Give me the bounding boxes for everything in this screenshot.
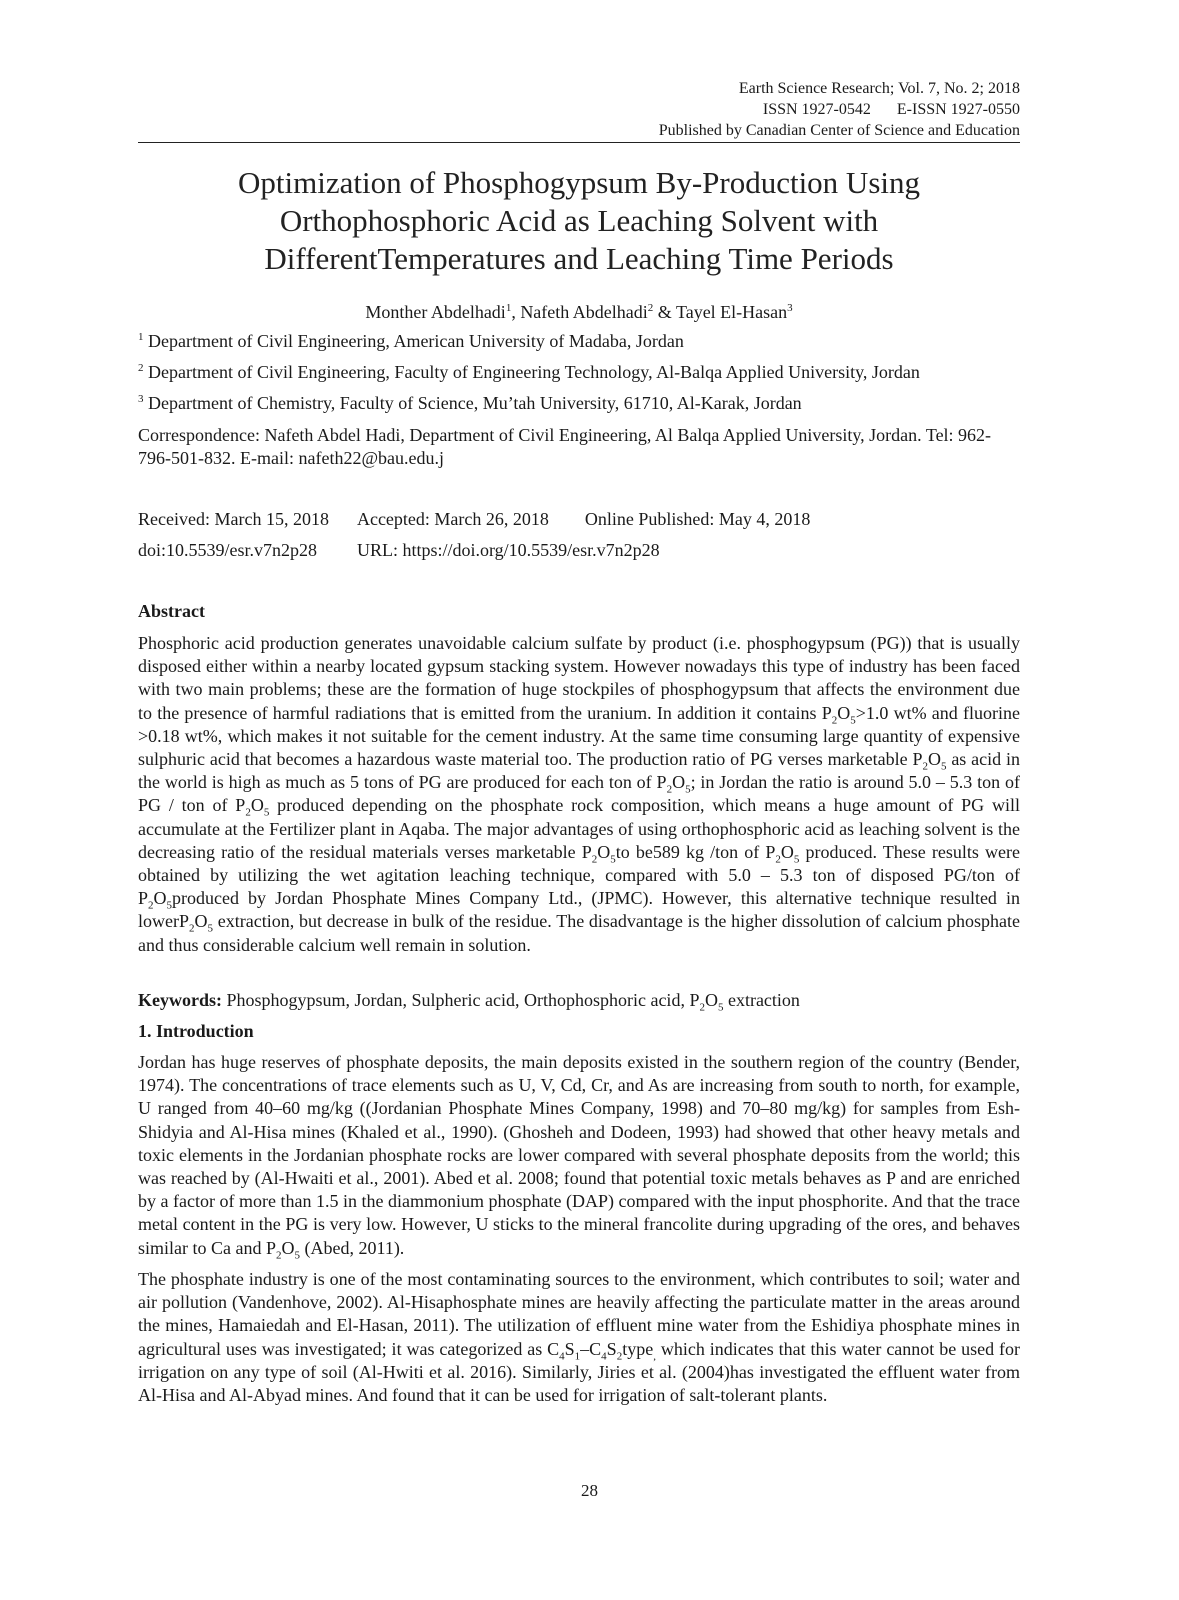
formula-sub: 2: [775, 853, 781, 866]
affiliation-marker: 3: [138, 393, 144, 405]
formula-sub: 5: [263, 807, 270, 820]
formula-p: P: [235, 795, 246, 816]
abstract-text: >1.0 wt% and fluorine >0.18 wt%, which makes it not suitable for the cement industry. At the same time consuming large quantity of expensive sulphuric acid that becomes a hazardous waste material too. The production ratio of PG verses marketable: [138, 702, 1020, 770]
formula-o: O: [927, 749, 941, 770]
author-1-affil: 1: [505, 302, 512, 314]
abstract-text: as acid in the world is high as much as 5 tons of PG are produced for each ton of: [138, 749, 1020, 793]
paper-title: [138, 164, 1020, 278]
abstract-heading: Abstract: [138, 601, 205, 621]
formula-p: P: [138, 888, 149, 909]
affiliation-text: Department of Chemistry, Faculty of Science, Mu’tah University, 61710, Al-Karak, Jordan: [143, 393, 802, 413]
formula-sub: 4: [559, 1350, 565, 1363]
intro-text: The phosphate industry is one of the most contaminating sources to the environment, which contributes to soil; water and air pollution (Vandenhove, 2002). Al-Hisaphosphate mines are heavily affecting the particulate matter in the areas around the mines, Hamaiedah and El-Hasan, 2011). The utilization of effluent mine water from the Eshidiya phosphate mines in agricultural uses was investigated; it was categorized as C: [138, 1269, 1020, 1359]
intro-text: Jordan has huge reserves of phosphate deposits, the main deposits existed in the southern region of the country (Bender, 1974). The concentrations of trace elements such as U, V, Cd, Cr, and As are increasing from south to north, for example, U ranged from 40–60 mg/kg ((Jordanian Phosphate Mines Company, 1998) and 70–80 mg/kg) for samples from Esh-Shidyia and Al-Hisa mines (Khaled et al., 1990). (Ghosheh and Dodeen, 1993) had showed that other heavy metals and toxic elements in the Jordanian phosphate rocks are lower compared with several phosphate deposits from the world; this was reached by (Al-Hwaiti et al., 2001). Abed et al. 2008; found that potential toxic metals behaves as P and are enriched by a factor of more than 1.5 in the diammonium phosphate (DAP) compared with the input phosphorite. And that the trace metal content in the PG is very low. However, U sticks to the mineral francolite during upgrading of the ores, and behaves similar to Ca and: [138, 1052, 1020, 1258]
formula-sub: 2: [666, 783, 673, 796]
author-2-affil: 2: [647, 302, 654, 314]
abstract-text: ; in Jordan the ratio is around 5.0 – 5.3 ton of PG / ton of: [138, 772, 1020, 816]
formula-o: O: [597, 841, 611, 862]
formula-o: O: [194, 911, 208, 932]
doi: doi:10.5539/esr.v7n2p28: [138, 540, 317, 560]
formula-o: O: [250, 795, 264, 816]
formula-sub: 2: [189, 923, 195, 936]
formula-sub: 5: [940, 760, 947, 773]
author-list: [138, 296, 1020, 324]
affiliation-marker: 1: [138, 331, 144, 343]
intro-text: type: [622, 1338, 654, 1359]
formula-o: O: [780, 841, 794, 862]
affiliation-3: [138, 392, 1020, 415]
correspondence: Correspondence: Nafeth Abdel Hadi, Department of Civil Engineering, Al Balqa Applied University, Jordan. Tel: 962-796-501-832. E-mail: nafeth22@bau.edu.j: [138, 425, 992, 468]
affiliation-2: [138, 361, 1020, 384]
doi-url[interactable]: URL: https://doi.org/10.5539/esr.v7n2p28: [357, 540, 660, 560]
abstract-paragraph: [138, 632, 1020, 957]
keywords-label: Keywords:: [138, 990, 222, 1010]
affiliation-marker: 2: [138, 362, 144, 374]
formula-o: O: [837, 702, 851, 723]
intro-text: (Abed, 2011).: [300, 1237, 405, 1258]
formula-p: P: [912, 749, 923, 770]
formula-sub: 5: [610, 853, 616, 866]
formula-sub: 5: [166, 899, 173, 912]
title-line-3: DifferentTemperatures and Leaching Time Periods: [264, 241, 894, 276]
received-date: Received: March 15, 2018: [138, 509, 329, 529]
formula-o: O: [704, 990, 718, 1010]
formula-p: P: [765, 841, 776, 862]
author-1: Monther Abdelhadi: [365, 302, 506, 322]
formula-p: P: [821, 702, 832, 723]
formula-sub: 5: [793, 853, 800, 866]
page-number: 28: [581, 1481, 598, 1500]
doi-line: [138, 539, 1020, 562]
formula-sub: 2: [699, 1001, 705, 1014]
formula-sub: 2: [922, 760, 928, 773]
formula-sub: 2: [591, 853, 598, 866]
affiliation-text: Department of Civil Engineering, American University of Madaba, Jordan: [143, 331, 684, 351]
affiliation-1: [138, 330, 1020, 353]
author-3: Tayel El-Hasan: [675, 302, 788, 322]
formula-sub: ,: [653, 1350, 656, 1363]
formula-sub: 2: [616, 1350, 623, 1363]
title-line-1: Optimization of Phosphogypsum By-Production Using: [238, 165, 920, 200]
intro-text: which indicates that this water cannot be used for irrigation on any type of soil (Al-Hwiti et al. 2016). Similarly, Jiries et al. (2004)has investigated the effluent water from Al-Hisa and Al-Abyad mines. And found that it can be used for irrigation of salt-tolerant plants.: [138, 1338, 1020, 1406]
formula-sub: 5: [294, 1249, 300, 1262]
eissn: E-ISSN 1927-0550: [896, 101, 1020, 118]
author-2: Nafeth Abdelhadi: [520, 302, 648, 322]
author-3-affil: 3: [787, 302, 793, 314]
formula-p: P: [581, 841, 592, 862]
formula-sub: 2: [148, 899, 154, 912]
formula-p: P: [689, 990, 700, 1010]
formula-s: S: [564, 1338, 575, 1359]
keywords-text: extraction: [723, 990, 800, 1010]
formula-p: P: [265, 1237, 276, 1258]
formula-sub: 4: [601, 1350, 607, 1363]
abstract-text: produced depending on the phosphate rock composition, which means a huge amount of PG will accumulate at the Fertilizer plant in Aqaba. The major advantages of using orthophosphoric acid as leaching solvent is the decreasing ratio of the residual materials verses marketable: [138, 795, 1020, 862]
keywords-text: Phosphogypsum, Jordan, Sulpheric acid, Orthophosphoric acid,: [222, 990, 690, 1010]
formula-s: S: [606, 1338, 617, 1359]
keywords: [138, 989, 1020, 1012]
formula-p: P: [178, 911, 189, 932]
publisher: Published by Canadian Center of Science and Education: [658, 122, 1020, 139]
abstract-text: produced. These results were obtained by utilizing the wet agitation leaching technique, compared with 5.0 – 5.3 ton of disposed PG/ton of: [138, 841, 1020, 886]
accepted-date: Accepted: March 26, 2018: [356, 509, 549, 529]
formula-sub: 5: [850, 714, 856, 727]
abstract-text: to be589 kg /ton of: [615, 841, 766, 862]
introduction-heading: 1. Introduction: [138, 1021, 254, 1041]
formula-o: O: [153, 888, 167, 909]
author-separator: ,: [511, 302, 521, 322]
formula-sub: 5: [717, 1001, 724, 1014]
header-divider: [138, 142, 1020, 143]
formula-sub: 5: [207, 923, 213, 936]
affiliation-text: Department of Civil Engineering, Faculty of Engineering Technology, Al-Balqa Applied University, Jordan: [143, 362, 920, 382]
formula-sub: 2: [245, 807, 251, 820]
abstract-text: produced by Jordan Phosphate Mines Company Ltd., (JPMC). However, this alternative technique resulted in lower: [138, 888, 1020, 932]
formula-sub: 2: [831, 714, 838, 727]
issn-line: [659, 99, 1020, 120]
formula-sub: 5: [685, 783, 691, 796]
abstract-text: extraction, but decrease in bulk of the residue. The disadvantage is the higher dissolution of calcium phosphate and thus considerable calcium well remain in solution.: [138, 911, 1020, 955]
author-separator: &: [653, 302, 676, 322]
introduction-paragraph-2: [138, 1268, 1020, 1407]
publication-dates: [138, 508, 1020, 531]
published-date: Online Published: May 4, 2018: [584, 509, 811, 529]
abstract-text: Phosphoric acid production generates unavoidable calcium sulfate by product (i.e. phosphogypsum (PG)) that is usually disposed either within a nearby located gypsum stacking system. However nowadays this type of industry has been faced with two main problems; these are the formation of huge stockpiles of phosphogypsum that affects the environment due to the presence of harmful radiations that is emitted from the uranium. In addition it contains: [138, 633, 1020, 723]
issn: ISSN 1927-0542: [762, 101, 871, 118]
journal-header: [659, 78, 1020, 141]
formula-o: O: [281, 1237, 295, 1258]
formula-o: O: [672, 772, 686, 793]
formula-c: –C: [580, 1338, 602, 1359]
formula-p: P: [656, 772, 667, 793]
journal-citation: Earth Science Research; Vol. 7, No. 2; 2018: [738, 80, 1020, 97]
introduction-paragraph-1: [138, 1051, 1020, 1260]
formula-sub: 2: [276, 1249, 282, 1262]
formula-sub: 1: [574, 1350, 581, 1363]
title-line-2: Orthophosphoric Acid as Leaching Solvent with: [279, 203, 879, 238]
